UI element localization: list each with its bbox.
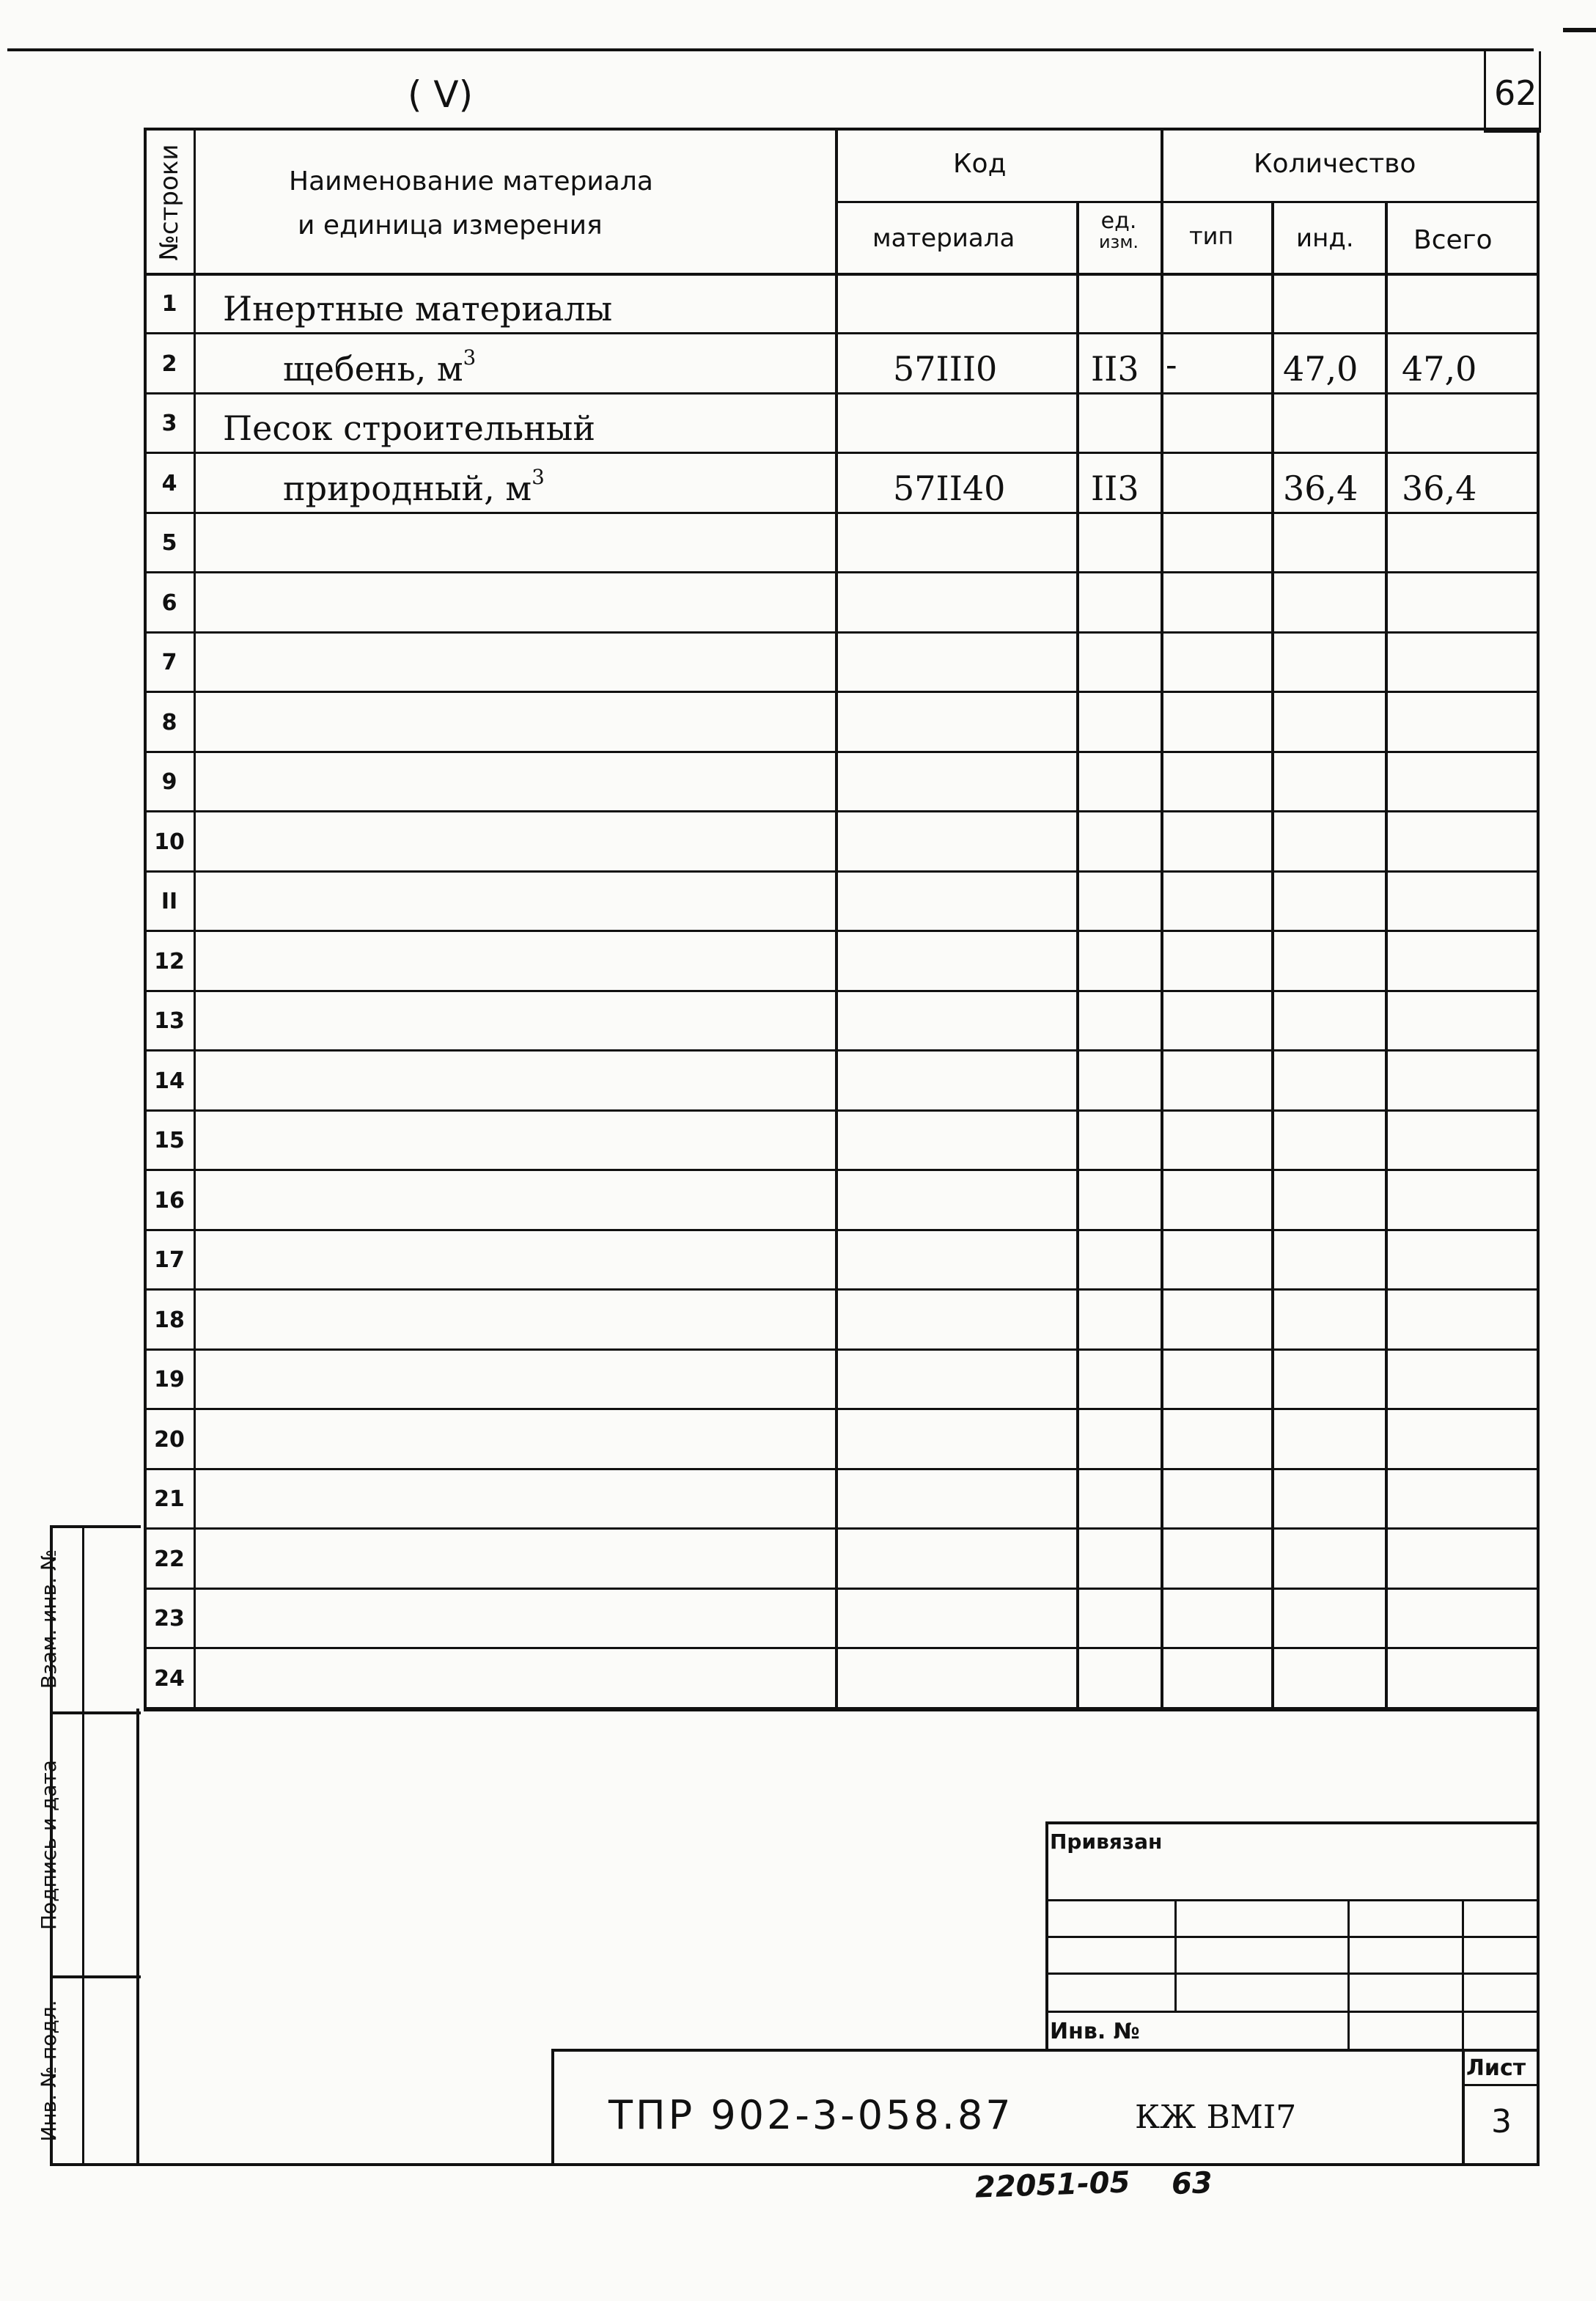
row-number: 22 [154,1546,185,1572]
tb-list-divider [1462,2049,1465,2166]
table-row [0,1412,1596,1472]
row-total: 36,4 [1402,469,1477,508]
row-number: 9 [161,769,177,795]
row-total: 47,0 [1402,349,1477,389]
row-line [144,691,1540,693]
header-code-material: материала [872,224,1015,253]
header-unit [1078,210,1160,252]
row-number: 13 [154,1008,185,1034]
table-row [0,575,1596,635]
row-unit: II3 [1091,349,1139,389]
row-number: 18 [154,1307,185,1333]
row-line [144,1468,1540,1470]
row-number: 24 [154,1666,185,1692]
row-line [144,870,1540,873]
tb-vline-1 [1174,1899,1177,2011]
row-number: 3 [161,411,177,436]
table-row [0,455,1596,515]
table-row [0,1651,1596,1711]
table-row [0,1471,1596,1531]
row-line [144,1109,1540,1112]
row-number: 23 [154,1606,185,1632]
page-number: 62 [1494,73,1537,113]
tb-line-3 [1045,1972,1540,1975]
row-number: 2 [161,351,177,377]
table-row [0,1292,1596,1352]
table-row [0,1112,1596,1172]
row-number: 5 [161,530,177,556]
row-line [144,631,1540,634]
row-code: 57III0 [893,349,998,389]
row-line [144,512,1540,514]
table-row [0,933,1596,994]
row-line [144,1647,1540,1649]
tb-list-hline [1462,2084,1540,2086]
header-code-group: Код [953,149,1007,179]
tb-vline-3 [1462,1899,1464,2049]
row-type: - [1166,345,1177,384]
table-row [0,336,1596,396]
side-stamp-divider-1 [50,1711,141,1714]
privyazan-label: Привязан [1050,1830,1163,1854]
row-number: 7 [161,650,177,675]
footer-page: 63 [1171,2166,1213,2201]
row-line [144,1527,1540,1530]
row-line [144,1348,1540,1351]
row-name-unit-power: 3 [532,464,545,489]
row-number: II [161,889,178,914]
tb-line-4 [1045,2011,1540,2013]
title-block-upper [1045,1821,1540,2049]
sheet-marker: ( V) [408,73,474,116]
row-number: 16 [154,1188,185,1214]
table-row [0,1172,1596,1233]
header-qty-group: Количество [1254,149,1416,179]
header-qty-type: тип [1189,222,1234,250]
header-row-number: №строки [155,144,184,261]
row-ind: 47,0 [1283,349,1358,389]
table-row [0,1531,1596,1591]
table-row [0,694,1596,755]
footer-stamp: 22051-05 [974,2165,1131,2205]
list-label: Лист [1466,2055,1526,2081]
row-number: 12 [154,949,185,975]
row-number: 6 [161,590,177,616]
row-number: 15 [154,1128,185,1153]
header-qty-ind: инд. [1296,224,1354,253]
row-unit: II3 [1091,469,1139,508]
row-ind: 36,4 [1283,469,1358,508]
tb-line-2 [1045,1936,1540,1938]
row-name-unit-power: 3 [463,345,477,370]
row-number: 1 [161,291,177,317]
row-name: щебень, $м^3$ [283,345,477,389]
row-number: 10 [154,829,185,855]
row-name: природный, $м^3$ [283,464,545,508]
table-row [0,1053,1596,1113]
row-line [144,571,1540,573]
row-number: 17 [154,1247,185,1273]
inv-no-label: Инв. № [1050,2019,1140,2044]
row-line [144,751,1540,753]
row-line [144,990,1540,992]
side-podpis-data: Подпись и дата [37,1760,61,1930]
row-line [144,392,1540,394]
row-number: 8 [161,710,177,735]
table-row [0,395,1596,455]
table-row [0,754,1596,814]
header-unit-line2: изм. [1098,231,1139,252]
table-row [0,814,1596,874]
table-row [0,276,1596,336]
list-number: 3 [1491,2103,1512,2140]
top-rule [7,48,1534,51]
table-row [0,1232,1596,1292]
doc-code: ТПР 902-3-058.87 [608,2092,1014,2138]
row-line [144,930,1540,932]
header-qty-total: Всего [1413,225,1493,255]
row-name: Песок строительный [223,408,596,448]
row-number: 19 [154,1367,185,1392]
row-line [144,332,1540,334]
row-line [144,1408,1540,1410]
table-row [0,1351,1596,1412]
side-stamp-divider-mid [82,1525,84,2166]
row-line [144,1229,1540,1231]
table-row [0,634,1596,694]
row-name: Инертные материалы [223,289,613,329]
side-stamp-divider-2 [50,1975,141,1978]
header-unit-line1: ед. [1100,208,1137,234]
row-number: 20 [154,1427,185,1453]
row-number: 21 [154,1486,185,1512]
corner-mark [1563,28,1596,32]
side-inv-podl: Инв. № подл. [37,2000,61,2142]
table-row [0,993,1596,1053]
table-row [0,1590,1596,1651]
row-line [144,1169,1540,1171]
tb-line-1 [1045,1899,1540,1901]
row-number: 4 [161,471,177,496]
row-line [144,1288,1540,1291]
row-code: 57II40 [893,469,1006,508]
row-number: 14 [154,1068,185,1094]
row-line [144,1588,1540,1590]
row-line [144,1049,1540,1052]
header-midline [835,201,1540,203]
header-name-line1: Наименование материала [289,166,653,197]
doc-mark: КЖ ВМI7 [1135,2099,1297,2136]
table-row [0,873,1596,933]
row-line [144,452,1540,454]
row-line [144,810,1540,812]
side-vzam-inv: Взам. инв. № [37,1549,61,1689]
tb-vline-2 [1347,1899,1350,2049]
header-name-line2: и единица измерения [298,210,603,241]
table-row [0,515,1596,575]
